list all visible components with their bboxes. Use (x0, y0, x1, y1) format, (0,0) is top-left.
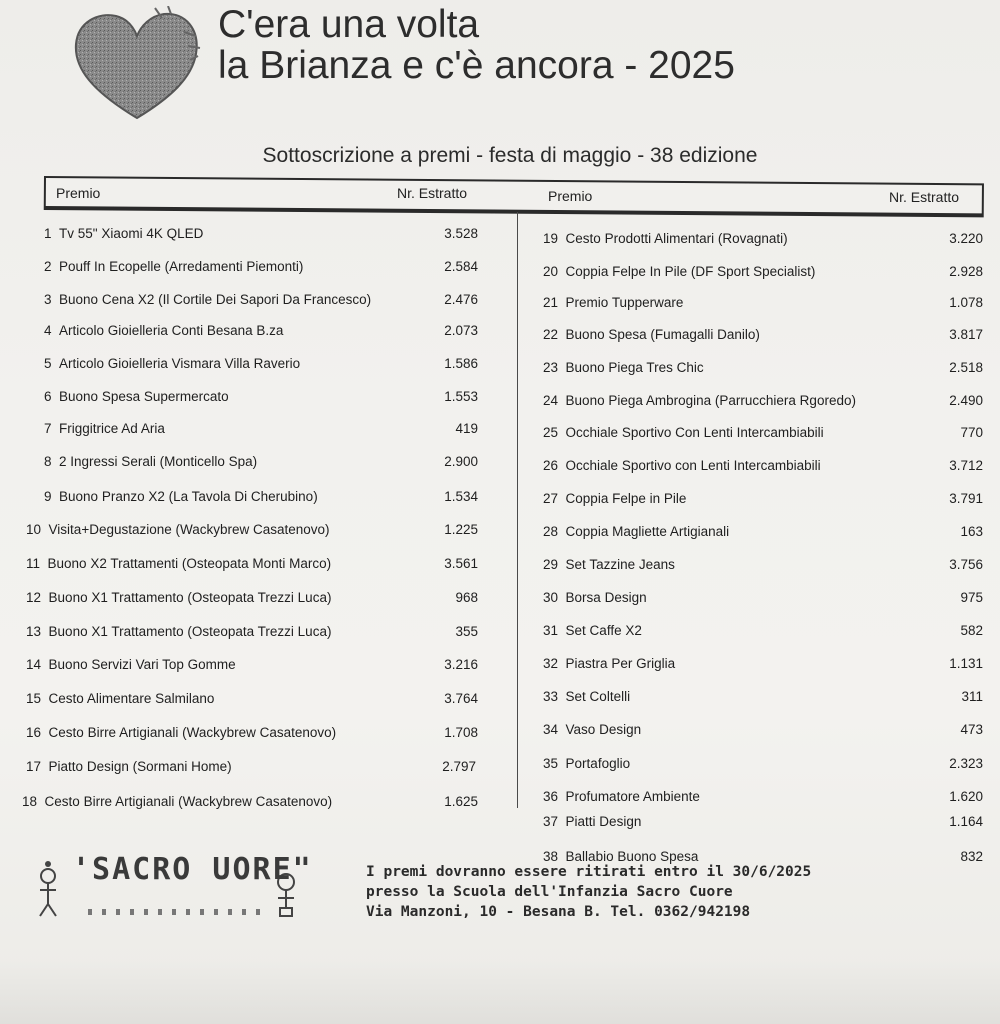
drawn-number: 163 (960, 524, 983, 539)
prize-number: 21 (543, 295, 559, 310)
prize-name: Buono Pranzo X2 (La Tavola Di Cherubino) (59, 489, 318, 504)
prize-row (44, 226, 203, 241)
prize-row (22, 794, 332, 809)
prize-name: Occhiale Sportivo Con Lenti Intercambiabili (565, 425, 824, 440)
prize-name: Coppia Felpe in Pile (565, 491, 687, 506)
prize-name: Piatto Design (Sormani Home) (48, 759, 232, 774)
prize-row (543, 722, 641, 737)
prize-number: 7 (44, 421, 52, 436)
prize-number: 26 (543, 458, 559, 473)
drawn-number: 1.164 (949, 814, 983, 829)
drawn-number: 2.518 (949, 360, 983, 375)
prize-row (543, 491, 686, 506)
prize-number: 23 (543, 360, 559, 375)
drawn-number: 968 (455, 590, 478, 605)
prize-row (543, 789, 700, 804)
page-subtitle: Sottoscrizione a premi - festa di maggio - 38 edizione (262, 144, 758, 167)
prize-row (543, 295, 683, 310)
prize-name: Cesto Prodotti Alimentari (Rovagnati) (565, 231, 788, 246)
prize-number: 17 (26, 759, 42, 774)
prize-row (26, 657, 236, 672)
prize-number: 14 (26, 657, 42, 672)
prize-name: Buono Spesa Supermercato (59, 389, 229, 404)
prize-row (543, 590, 647, 605)
column-divider (517, 212, 518, 808)
prize-name: Cesto Birre Artigianali (Wackybrew Casatenovo) (48, 725, 337, 740)
prize-number: 10 (26, 522, 42, 537)
prize-name: Piatti Design (565, 814, 642, 829)
prize-number: 11 (26, 556, 41, 571)
drawn-number: 1.620 (949, 789, 983, 804)
prize-row (44, 356, 300, 371)
prize-row (543, 623, 642, 638)
column-header-prize-left: Premio (56, 185, 101, 201)
drawn-number: 2.900 (444, 454, 478, 469)
prize-name: Pouff In Ecopelle (Arredamenti Piemonti) (59, 259, 304, 274)
prize-name: Buono X1 Trattamento (Osteopata Trezzi Luca) (48, 590, 332, 605)
prize-number: 9 (44, 489, 52, 504)
prize-name: 2 Ingressi Serali (Monticello Spa) (59, 454, 258, 469)
prize-row (26, 624, 331, 639)
prize-number: 4 (44, 323, 52, 338)
prize-name: Articolo Gioielleria Vismara Villa Raverio (59, 356, 301, 371)
prize-number: 38 (543, 849, 559, 864)
prize-row (543, 231, 788, 246)
prize-row (44, 323, 283, 338)
drawn-number: 2.584 (444, 259, 478, 274)
prize-row (543, 814, 641, 829)
drawn-number: 975 (960, 590, 983, 605)
prize-row (26, 522, 330, 537)
prize-number: 37 (543, 814, 559, 829)
drawn-number: 1.586 (444, 356, 478, 371)
prize-number: 24 (543, 393, 559, 408)
drawn-number: 3.216 (444, 657, 478, 672)
prize-name: Buono Cena X2 (Il Cortile Dei Sapori Da Francesco) (59, 292, 372, 307)
prize-row (543, 360, 704, 375)
drawn-number: 3.764 (444, 691, 478, 706)
prize-name: Buono Piega Ambrogina (Parrucchiera Rgoredo) (565, 393, 856, 408)
drawn-number: 355 (455, 624, 478, 639)
drawn-number: 3.756 (949, 557, 983, 572)
prize-number: 12 (26, 590, 42, 605)
drawn-number: 1.131 (949, 656, 983, 671)
prize-row (543, 393, 856, 408)
drawn-number: 3.220 (949, 231, 983, 246)
footer-line-2: presso la Scuola dell'Infanzia Sacro Cuore (366, 884, 733, 900)
prize-name: Ballabio Buono Spesa (565, 849, 699, 864)
heart-logo-icon (72, 6, 202, 122)
title-line-1: C'era una volta (218, 3, 480, 46)
prize-name: Cesto Birre Artigianali (Wackybrew Casatenovo) (44, 794, 333, 809)
drawn-number: 1.534 (444, 489, 478, 504)
drawn-number: 832 (960, 849, 983, 864)
prize-name: Coppia Magliette Artigianali (565, 524, 730, 539)
drawn-number: 3.791 (949, 491, 983, 506)
drawn-number: 1.078 (949, 295, 983, 310)
prize-row (543, 557, 675, 572)
prize-row (543, 327, 760, 342)
prize-number: 8 (44, 454, 52, 469)
prize-row (543, 524, 729, 539)
drawn-number: 473 (960, 722, 983, 737)
prize-name: Set Tazzine Jeans (565, 557, 675, 572)
prize-name: Buono X2 Trattamenti (Osteopata Monti Marco) (47, 556, 332, 571)
prize-row (44, 259, 303, 274)
prize-name: Tv 55" Xiaomi 4K QLED (59, 226, 204, 241)
prize-row (44, 489, 318, 504)
column-header-number-left: Nr. Estratto (397, 185, 468, 201)
title-line-2: la Brianza e c'è ancora - 2025 (218, 44, 735, 87)
prize-row (44, 292, 371, 307)
table-header-bar (44, 176, 984, 217)
prize-name: Friggitrice Ad Aria (59, 421, 165, 436)
prize-row (26, 556, 331, 571)
prize-row (26, 691, 214, 706)
prize-number: 27 (543, 491, 559, 506)
prize-number: 13 (26, 624, 42, 639)
drawn-number: 2.797 (442, 759, 476, 774)
prize-name: Set Caffe X2 (565, 623, 642, 638)
footer-line-3: Via Manzoni, 10 - Besana B. Tel. 0362/942198 (366, 904, 751, 920)
prize-row (543, 458, 821, 473)
prize-number: 28 (543, 524, 559, 539)
prize-number: 34 (543, 722, 559, 737)
drawn-number: 2.476 (444, 292, 478, 307)
prize-number: 16 (26, 725, 42, 740)
prize-name: Buono Spesa (Fumagalli Danilo) (565, 327, 760, 342)
prize-number: 6 (44, 389, 52, 404)
prize-number: 5 (44, 356, 52, 371)
prize-number: 19 (543, 231, 559, 246)
prize-name: Piastra Per Griglia (565, 656, 676, 671)
prize-number: 33 (543, 689, 559, 704)
prize-name: Articolo Gioielleria Conti Besana B.za (59, 323, 284, 338)
prize-number: 35 (543, 756, 559, 771)
drawn-number: 2.073 (444, 323, 478, 338)
prize-number: 30 (543, 590, 559, 605)
prize-name: Buono X1 Trattamento (Osteopata Trezzi Luca) (48, 624, 332, 639)
drawn-number: 3.817 (949, 327, 983, 342)
drawn-number: 3.561 (444, 556, 478, 571)
prize-name: Coppia Felpe In Pile (DF Sport Specialist) (565, 264, 816, 279)
prize-name: Buono Piega Tres Chic (565, 360, 704, 375)
page-title (218, 4, 735, 86)
prize-name: Set Coltelli (565, 689, 631, 704)
column-header-number-right: Nr. Estratto (889, 189, 960, 205)
prize-name: Vaso Design (565, 722, 642, 737)
drawn-number: 2.928 (949, 264, 983, 279)
prize-name: Occhiale Sportivo con Lenti Intercambiabili (565, 458, 821, 473)
prize-row (543, 425, 824, 440)
prize-row (44, 421, 165, 436)
prize-row (543, 656, 675, 671)
prize-name: Profumatore Ambiente (565, 789, 700, 804)
drawn-number: 3.528 (444, 226, 478, 241)
prize-number: 3 (44, 292, 52, 307)
prize-number: 1 (44, 226, 52, 241)
drawn-number: 770 (960, 425, 983, 440)
drawn-number: 3.712 (949, 458, 983, 473)
prize-row (26, 590, 331, 605)
prize-number: 31 (543, 623, 559, 638)
footer-info (366, 862, 811, 922)
prize-number: 29 (543, 557, 559, 572)
prize-row (543, 264, 815, 279)
prize-name: Visita+Degustazione (Wackybrew Casatenovo) (48, 522, 330, 537)
prize-number: 15 (26, 691, 42, 706)
drawn-number: 582 (960, 623, 983, 638)
drawn-number: 419 (455, 421, 478, 436)
prize-row (26, 759, 232, 774)
school-logo-text: 'SACRO UORE" (72, 852, 313, 887)
prize-number: 25 (543, 425, 559, 440)
drawn-number: 311 (961, 689, 983, 704)
footer-line-1: I premi dovranno essere ritirati entro il 30/6/2025 (366, 864, 812, 880)
drawn-number: 2.323 (949, 756, 983, 771)
prize-name: Buono Servizi Vari Top Gomme (48, 657, 236, 672)
prize-name: Premio Tupperware (565, 295, 684, 310)
prize-number: 36 (543, 789, 559, 804)
prize-row (44, 389, 229, 404)
prize-row (26, 725, 336, 740)
prize-name: Borsa Design (565, 590, 647, 605)
prize-row (44, 454, 257, 469)
prize-number: 20 (543, 264, 559, 279)
prize-row (543, 689, 630, 704)
drawn-number: 1.625 (444, 794, 478, 809)
column-header-prize-right: Premio (548, 188, 593, 204)
prize-number: 2 (44, 259, 52, 274)
drawn-number: 1.553 (444, 389, 478, 404)
paper-shadow (0, 960, 1000, 1024)
prize-row (543, 756, 630, 771)
drawn-number: 1.225 (444, 522, 478, 537)
prize-number: 22 (543, 327, 559, 342)
drawn-number: 2.490 (949, 393, 983, 408)
prize-number: 18 (22, 794, 38, 809)
prize-name: Portafoglio (565, 756, 631, 771)
drawn-number: 1.708 (444, 725, 478, 740)
prize-name: Cesto Alimentare Salmilano (48, 691, 215, 706)
prize-number: 32 (543, 656, 559, 671)
